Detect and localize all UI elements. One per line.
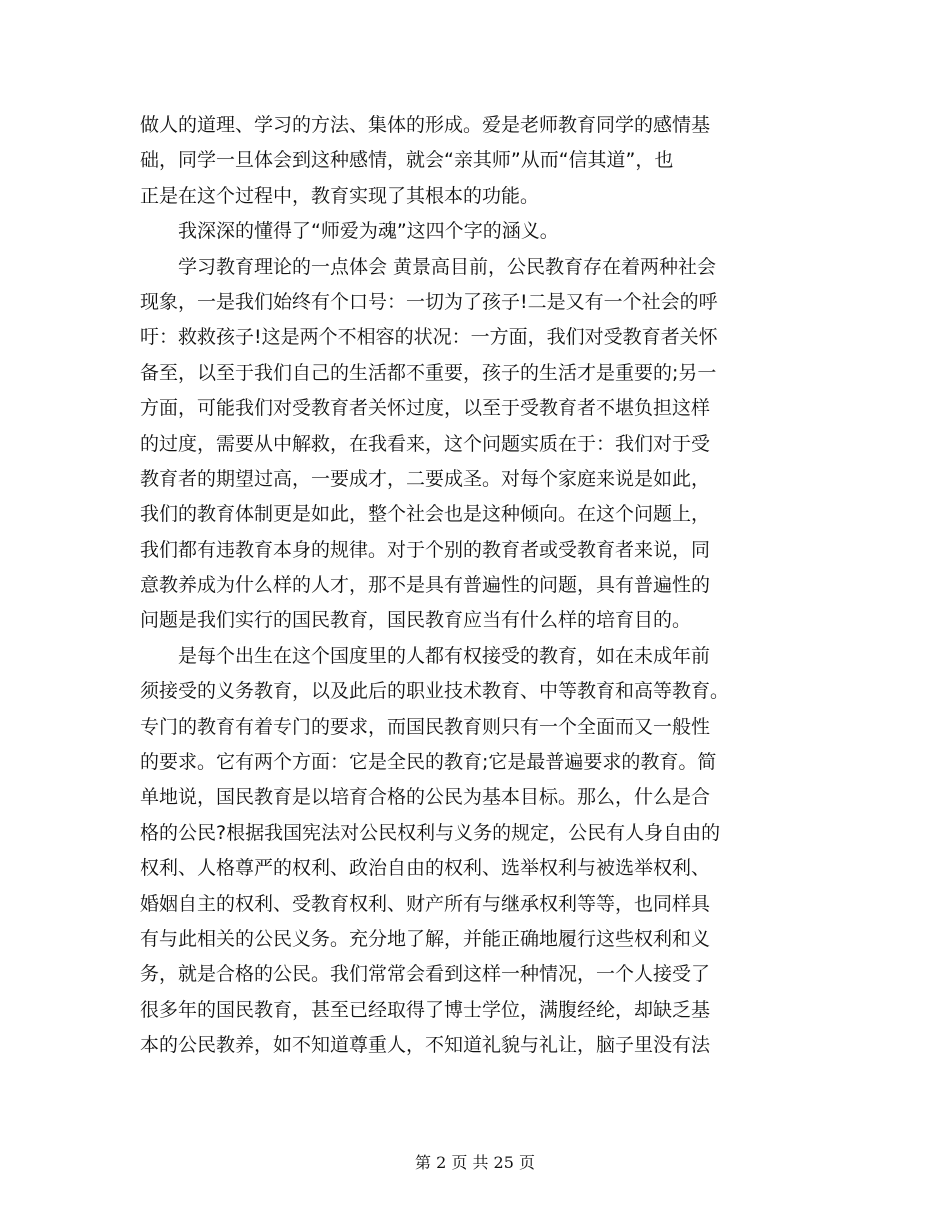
text-line: 须接受的义务教育，以及此后的职业技术教育、中等教育和高等教育。 [140,680,730,703]
text-line: 权利、人格尊严的权利、政治自由的权利、选举权利与被选举权利、 [140,857,711,880]
text-line: 我们的教育体制更是如此，整个社会也是这种倾向。在这个问题上， [140,503,711,526]
page-number-footer: 第 2 页 共 25 页 [415,1153,535,1172]
text-line: 吁：救救孩子!这是两个不相容的状况：一方面，我们对受教育者关怀 [140,326,718,349]
document-body [140,108,812,1064]
text-line: 格的公民?根据我国宪法对公民权利与义务的规定，公民有人身自由的 [140,821,721,844]
text-line: 很多年的国民教育，甚至已经取得了博士学位，满腹经纶，却缺乏基 [140,998,711,1021]
text-line: 现象，一是我们始终有个口号：一切为了孩子!二是又有一个社会的呼 [140,290,718,313]
text-line: 学习教育理论的一点体会 黄景高目前，公民教育存在着两种社会 [140,255,717,278]
text-line: 务，就是合格的公民。我们常常会看到这样一种情况，一个人接受了 [140,963,711,986]
text-line: 我们都有违教育本身的规律。对于个别的教育者或受教育者来说，同 [140,538,711,561]
text-line: 教育者的期望过高，一要成才，二要成圣。对每个家庭来说是如此， [140,467,711,490]
text-line: 是每个出生在这个国度里的人都有权接受的教育，如在未成年前 [140,644,711,667]
text-line: 的要求。它有两个方面：它是全民的教育;它是最普遍要求的教育。简 [140,751,717,774]
text-line: 我深深的懂得了“师爱为魂”这四个字的涵义。 [140,220,559,243]
text-line: 有与此相关的公民义务。充分地了解，并能正确地履行这些权利和义 [140,927,711,950]
text-line: 问题是我们实行的国民教育，国民教育应当有什么样的培育目的。 [140,609,692,632]
text-line: 方面，可能我们对受教育者关怀过度，以至于受教育者不堪负担这样 [140,397,711,420]
text-line: 专门的教育有着专门的要求，而国民教育则只有一个全面而又一般性 [140,715,711,738]
text-line: 做人的道理、学习的方法、集体的形成。爱是老师教育同学的感情基 [140,114,711,136]
text-line: 备至，以至于我们自己的生活都不重要，孩子的生活才是重要的;另一 [140,361,717,384]
text-line: 单地说，国民教育是以培育合格的公民为基本目标。那么，什么是合 [140,786,711,809]
text-line: 础，同学一旦体会到这种感情，就会“亲其师”从而“信其道”，也 [140,149,674,172]
text-line: 正是在这个过程中，教育实现了其根本的功能。 [140,184,540,207]
text-line: 的过度，需要从中解救，在我看来，这个问题实质在于：我们对于受 [140,432,711,455]
text-line: 意教养成为什么样的人才，那不是具有普遍性的问题，具有普遍性的 [140,574,711,597]
text-line: 本的公民教养，如不知道尊重人，不知道礼貌与礼让，脑子里没有法 [140,1034,711,1057]
text-line: 婚姻自主的权利、受教育权利、财产所有与继承权利等等，也同样具 [140,892,711,915]
